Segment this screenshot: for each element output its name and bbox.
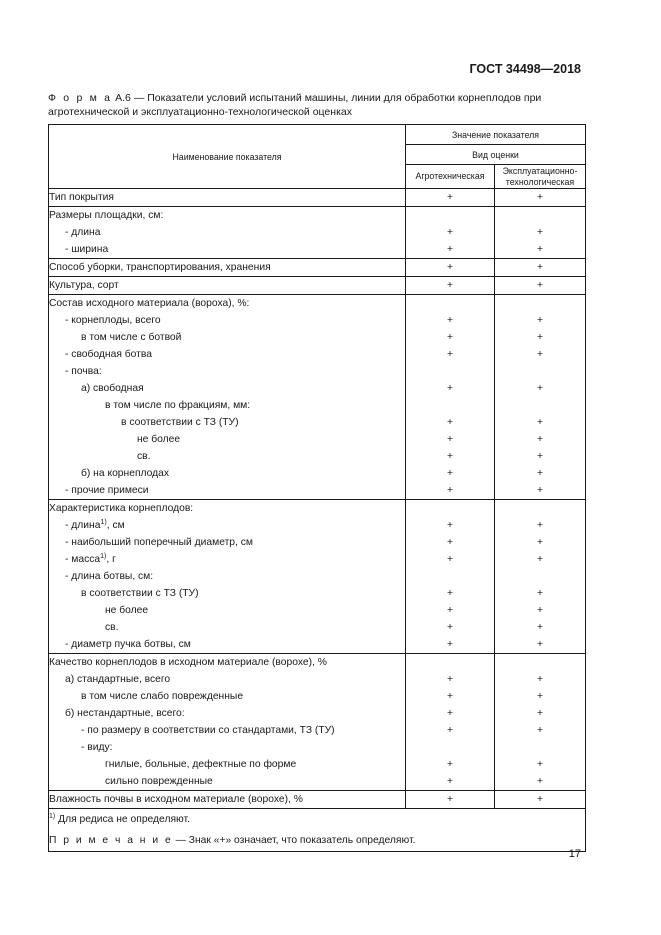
indicator-name bbox=[49, 671, 405, 688]
expl-mark: + bbox=[537, 554, 544, 565]
expl-mark: + bbox=[537, 417, 544, 428]
expl-mark: + bbox=[537, 794, 544, 805]
agro-mark: + bbox=[446, 639, 453, 650]
indicator-name bbox=[49, 756, 405, 773]
indicator-text: Размеры площадки, см: bbox=[49, 210, 164, 221]
indicator-text: Состав исходного материала (вороха), %: bbox=[49, 298, 250, 309]
indicator-name bbox=[49, 585, 405, 602]
expl-value-cell bbox=[495, 207, 586, 259]
expl-mark: + bbox=[537, 315, 544, 326]
expl-value-cell bbox=[495, 791, 586, 809]
agro-mark bbox=[406, 654, 494, 671]
agro-value-cell bbox=[406, 277, 495, 295]
indicator-text: св. bbox=[105, 622, 119, 633]
indicator-name bbox=[49, 517, 405, 534]
indicator-text: св. bbox=[137, 451, 151, 462]
agro-mark: + bbox=[446, 537, 453, 548]
indicator-text: Тип покрытия bbox=[49, 192, 115, 203]
indicator-text: - виду: bbox=[81, 742, 113, 753]
agro-mark bbox=[406, 295, 494, 312]
expl-mark: + bbox=[537, 588, 544, 599]
expl-mark: + bbox=[537, 434, 544, 445]
indicator-text: в том числе слабо поврежденные bbox=[81, 691, 244, 702]
expl-mark: + bbox=[537, 520, 544, 531]
table-row-group bbox=[49, 295, 586, 500]
indicator-name bbox=[49, 636, 405, 653]
expl-value-cell bbox=[495, 277, 586, 295]
indicator-name-cell bbox=[49, 295, 406, 500]
agro-mark bbox=[406, 500, 494, 517]
expl-mark bbox=[495, 363, 585, 380]
agro-mark bbox=[406, 739, 494, 756]
expl-mark: + bbox=[537, 468, 544, 479]
indicator-text: - свободная ботва bbox=[65, 349, 152, 360]
indicator-text: не более bbox=[105, 605, 149, 616]
footnote-cell bbox=[49, 809, 586, 852]
indicator-name bbox=[49, 705, 405, 722]
expl-mark bbox=[495, 207, 585, 224]
expl-mark: + bbox=[537, 776, 544, 787]
indicator-text: Культура, сорт bbox=[49, 280, 119, 291]
footnote-mark: 1) bbox=[49, 813, 56, 820]
expl-mark bbox=[495, 397, 585, 414]
table-footer bbox=[49, 809, 586, 852]
agro-mark bbox=[406, 363, 494, 380]
indicator-text: не более bbox=[137, 434, 181, 445]
indicator-text: сильно поврежденные bbox=[105, 776, 213, 787]
indicator-name bbox=[49, 277, 405, 294]
agro-value-cell bbox=[406, 295, 495, 500]
expl-mark: + bbox=[537, 691, 544, 702]
agro-mark: + bbox=[446, 691, 453, 702]
indicator-name-cell bbox=[49, 207, 406, 259]
agro-mark: + bbox=[446, 192, 453, 203]
agro-mark: + bbox=[446, 588, 453, 599]
indicator-name bbox=[49, 551, 405, 568]
agro-value-cell bbox=[406, 500, 495, 654]
agro-mark: + bbox=[446, 280, 453, 291]
table-body bbox=[49, 189, 586, 809]
indicators-table bbox=[48, 124, 586, 852]
agro-mark: + bbox=[446, 605, 453, 616]
footnote-ref: 1) bbox=[100, 553, 107, 560]
indicator-name bbox=[49, 500, 405, 517]
document-code: ГОСТ 34498—2018 bbox=[469, 62, 581, 76]
indicator-name bbox=[49, 295, 405, 312]
page-number: 17 bbox=[568, 848, 581, 860]
indicator-name bbox=[49, 346, 405, 363]
indicator-text: в соответствии с ТЗ (ТУ) bbox=[81, 588, 199, 599]
form-number: А.6 bbox=[115, 92, 131, 104]
indicator-name bbox=[49, 207, 405, 224]
indicator-text: б) на корнеплодах bbox=[81, 468, 170, 479]
indicator-name-cell bbox=[49, 259, 406, 277]
col-header-expl-line2: технологическая bbox=[505, 176, 575, 187]
table-row-group bbox=[49, 277, 586, 295]
footnote-ref: 1) bbox=[100, 519, 107, 526]
indicator-text: - длина bbox=[65, 227, 101, 238]
table-row-group bbox=[49, 189, 586, 207]
agro-mark: + bbox=[446, 622, 453, 633]
col-header-expl bbox=[495, 165, 586, 189]
agro-mark: + bbox=[446, 315, 453, 326]
indicator-name bbox=[49, 773, 405, 790]
agro-mark: + bbox=[446, 485, 453, 496]
expl-value-cell bbox=[495, 259, 586, 277]
indicator-name bbox=[49, 482, 405, 499]
expl-value-cell bbox=[495, 189, 586, 207]
indicator-name-cell bbox=[49, 791, 406, 809]
indicator-name bbox=[49, 688, 405, 705]
agro-value-cell bbox=[406, 189, 495, 207]
indicator-name bbox=[49, 722, 405, 739]
indicator-text: - диаметр пучка ботвы, см bbox=[65, 639, 191, 650]
expl-value-cell bbox=[495, 295, 586, 500]
indicator-name bbox=[49, 739, 405, 756]
expl-mark: + bbox=[537, 227, 544, 238]
agro-mark: + bbox=[446, 383, 453, 394]
col-header-name: Наименование показателя bbox=[49, 125, 406, 189]
indicator-text: - корнеплоды, всего bbox=[65, 315, 161, 326]
indicator-name-cell bbox=[49, 189, 406, 207]
indicator-text: - по размеру в соответствии со стандартами, ТЗ (ТУ) bbox=[81, 725, 335, 736]
agro-mark bbox=[406, 207, 494, 224]
agro-mark: + bbox=[446, 725, 453, 736]
indicator-text: б) нестандартные, всего: bbox=[65, 708, 185, 719]
footnote-text: Для редиса не определяют. bbox=[58, 814, 190, 825]
indicator-unit: , г bbox=[106, 554, 116, 565]
expl-mark: + bbox=[537, 451, 544, 462]
indicator-text: в том числе по фракциям, мм: bbox=[105, 400, 251, 411]
indicator-name bbox=[49, 380, 405, 397]
indicator-name bbox=[49, 397, 405, 414]
expl-mark: + bbox=[537, 639, 544, 650]
expl-mark: + bbox=[537, 244, 544, 255]
agro-mark: + bbox=[446, 674, 453, 685]
indicator-name bbox=[49, 448, 405, 465]
indicator-text: а) свободная bbox=[81, 383, 144, 394]
expl-mark: + bbox=[537, 674, 544, 685]
indicator-unit: , см bbox=[106, 520, 125, 531]
indicator-text: - почва: bbox=[65, 366, 102, 377]
form-title: — Показатели условий испытаний машины, линии для обработки корнеплодов при агротехнической и эксплуатационно-технологической оценках bbox=[48, 92, 542, 118]
expl-mark: + bbox=[537, 605, 544, 616]
table-row-group bbox=[49, 207, 586, 259]
indicator-name-cell bbox=[49, 277, 406, 295]
expl-mark: + bbox=[537, 262, 544, 273]
indicator-text: Влажность почвы в исходном материале (ворохе), % bbox=[49, 794, 303, 805]
expl-value-cell bbox=[495, 500, 586, 654]
agro-mark: + bbox=[446, 434, 453, 445]
agro-mark: + bbox=[446, 262, 453, 273]
indicator-text: а) стандартные, всего bbox=[65, 674, 171, 685]
note bbox=[49, 830, 585, 851]
indicator-name bbox=[49, 329, 405, 346]
indicator-text: Способ уборки, транспортирования, хранения bbox=[49, 262, 271, 273]
indicator-text: - ширина bbox=[65, 244, 109, 255]
col-header-assessment: Вид оценки bbox=[406, 145, 586, 165]
agro-mark: + bbox=[446, 554, 453, 565]
agro-mark bbox=[406, 397, 494, 414]
col-header-expl-line1: Эксплуатационно- bbox=[502, 165, 578, 176]
expl-mark bbox=[495, 568, 585, 585]
expl-mark: + bbox=[537, 332, 544, 343]
expl-mark: + bbox=[537, 280, 544, 291]
agro-mark: + bbox=[446, 227, 453, 238]
indicator-name bbox=[49, 363, 405, 380]
agro-mark: + bbox=[446, 708, 453, 719]
expl-mark: + bbox=[537, 383, 544, 394]
indicator-name bbox=[49, 414, 405, 431]
agro-mark: + bbox=[446, 451, 453, 462]
expl-mark bbox=[495, 500, 585, 517]
indicator-name bbox=[49, 619, 405, 636]
agro-mark: + bbox=[446, 520, 453, 531]
agro-mark: + bbox=[446, 776, 453, 787]
form-caption bbox=[48, 92, 588, 119]
expl-mark: + bbox=[537, 759, 544, 770]
indicator-text: - длина bbox=[65, 520, 101, 531]
expl-mark: + bbox=[537, 725, 544, 736]
expl-mark: + bbox=[537, 708, 544, 719]
footnote bbox=[49, 809, 585, 830]
indicator-name bbox=[49, 568, 405, 585]
indicator-name bbox=[49, 465, 405, 482]
expl-mark: + bbox=[537, 349, 544, 360]
expl-mark: + bbox=[537, 622, 544, 633]
expl-value-cell bbox=[495, 654, 586, 791]
table-row-group bbox=[49, 259, 586, 277]
indicator-text: Качество корнеплодов в исходном материале (ворохе), % bbox=[49, 657, 327, 668]
agro-value-cell bbox=[406, 259, 495, 277]
indicator-name bbox=[49, 602, 405, 619]
indicator-name bbox=[49, 534, 405, 551]
expl-mark bbox=[495, 654, 585, 671]
agro-mark bbox=[406, 568, 494, 585]
indicator-name bbox=[49, 189, 405, 206]
expl-mark: + bbox=[537, 485, 544, 496]
indicator-name-cell bbox=[49, 654, 406, 791]
indicator-name bbox=[49, 791, 405, 808]
agro-mark: + bbox=[446, 794, 453, 805]
indicator-name bbox=[49, 431, 405, 448]
agro-mark: + bbox=[446, 349, 453, 360]
table-row-group bbox=[49, 791, 586, 809]
col-header-agro: Агротехническая bbox=[406, 165, 495, 189]
table-row-group bbox=[49, 654, 586, 791]
indicator-name bbox=[49, 241, 405, 258]
indicator-text: в соответствии с ТЗ (ТУ) bbox=[121, 417, 239, 428]
indicator-text: в том числе с ботвой bbox=[81, 332, 182, 343]
expl-mark: + bbox=[537, 192, 544, 203]
indicator-name bbox=[49, 259, 405, 276]
agro-mark: + bbox=[446, 332, 453, 343]
indicator-text: - прочие примеси bbox=[65, 485, 149, 496]
indicator-name bbox=[49, 654, 405, 671]
indicator-text: - наибольший поперечный диаметр, см bbox=[65, 537, 253, 548]
agro-mark: + bbox=[446, 244, 453, 255]
agro-value-cell bbox=[406, 207, 495, 259]
indicator-text: - масса bbox=[65, 554, 101, 565]
indicator-text: - длина ботвы, см: bbox=[65, 571, 154, 582]
expl-mark bbox=[495, 739, 585, 756]
indicator-text: гнилые, больные, дефектные по форме bbox=[105, 759, 297, 770]
table-row-group bbox=[49, 500, 586, 654]
col-header-value: Значение показателя bbox=[406, 125, 586, 145]
form-label: Ф о р м а bbox=[48, 92, 113, 104]
agro-value-cell bbox=[406, 654, 495, 791]
note-label: П р и м е ч а н и е bbox=[49, 835, 173, 846]
indicator-name-cell bbox=[49, 500, 406, 654]
indicator-name bbox=[49, 312, 405, 329]
expl-mark: + bbox=[537, 537, 544, 548]
expl-mark bbox=[495, 295, 585, 312]
indicator-text: Характеристика корнеплодов: bbox=[49, 503, 194, 514]
indicator-name bbox=[49, 224, 405, 241]
agro-mark: + bbox=[446, 468, 453, 479]
agro-mark: + bbox=[446, 417, 453, 428]
agro-mark: + bbox=[446, 759, 453, 770]
agro-value-cell bbox=[406, 791, 495, 809]
note-text: — Знак «+» означает, что показатель определяют. bbox=[175, 835, 416, 846]
